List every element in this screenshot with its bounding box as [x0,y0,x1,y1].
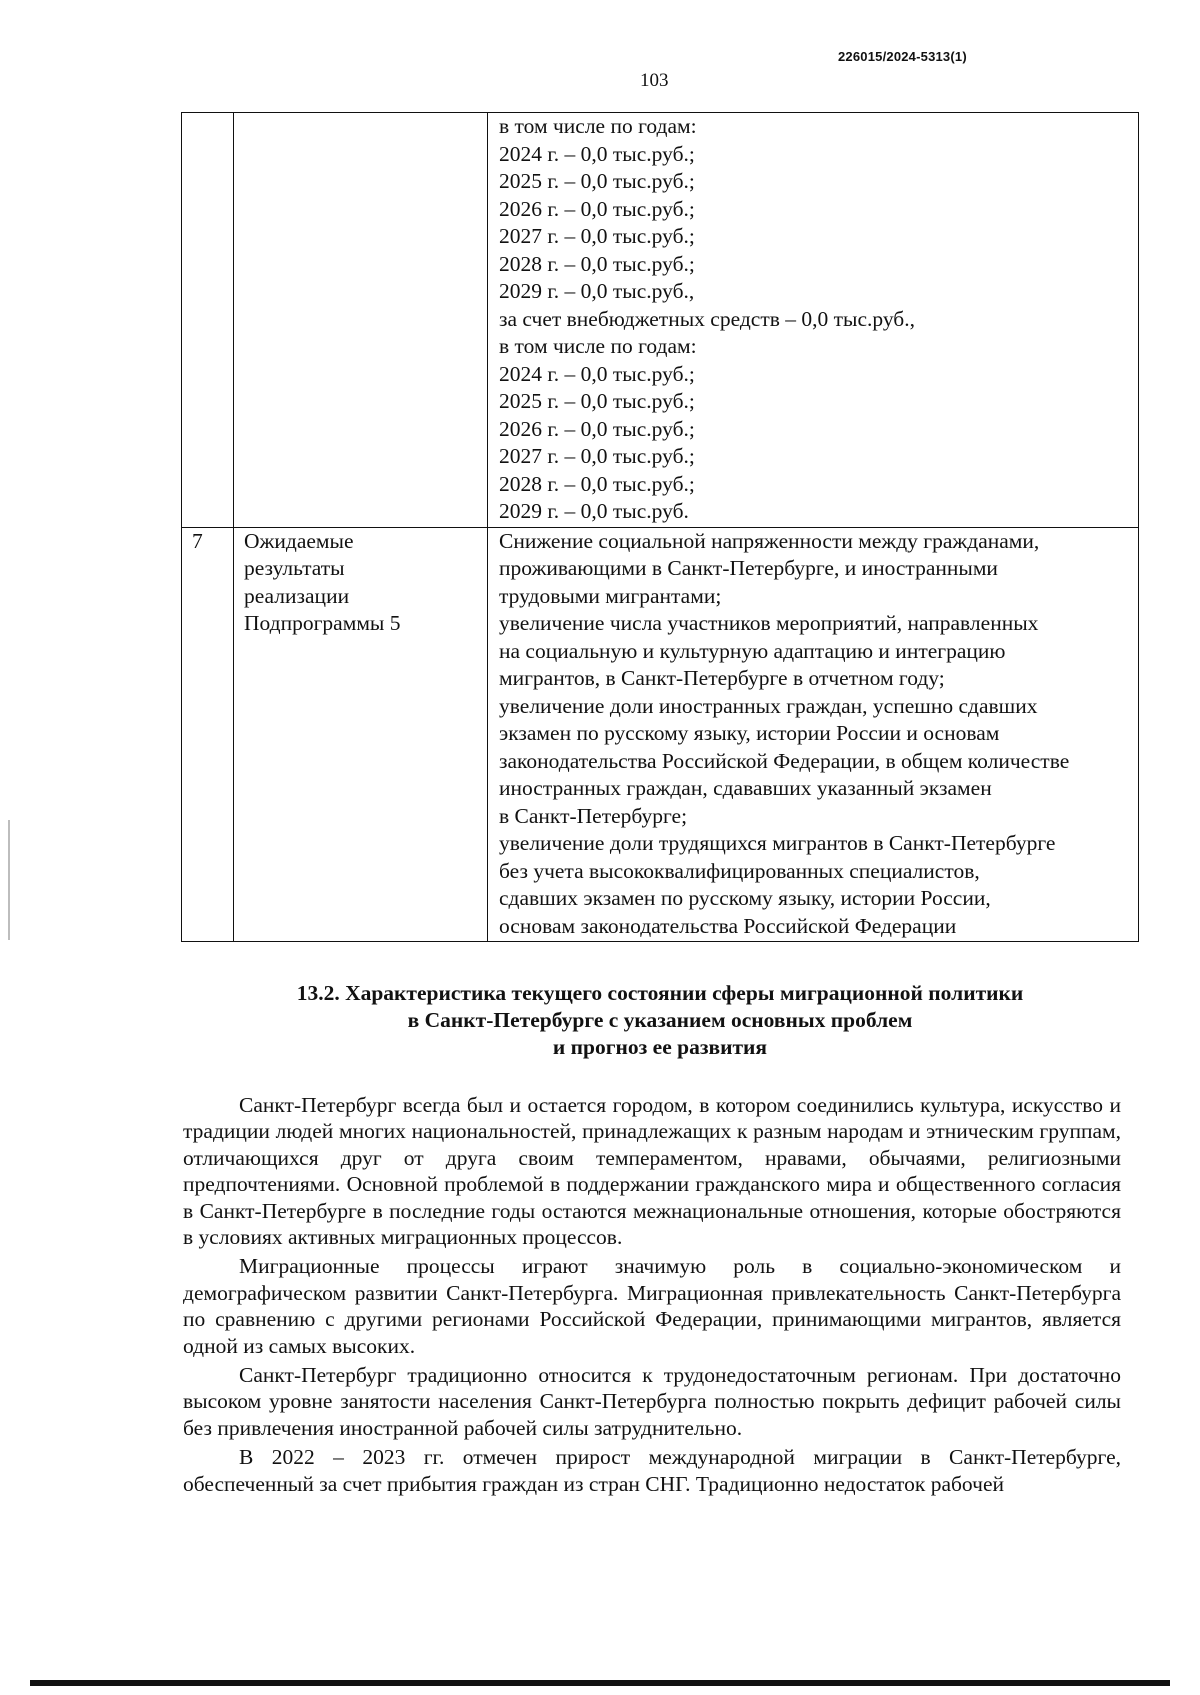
table-row [182,113,1139,528]
section-heading [181,980,1139,1061]
passport-table [181,112,1139,942]
value-line: увеличение числа участников мероприятий, направленных [499,611,1039,635]
value-line: за счет внебюджетных средств – 0,0 тыс.руб., [499,306,915,331]
value-line: на социальную и культурную адаптацию и интеграцию [499,638,1006,663]
page-number: 103 [640,70,669,91]
row-name-cell [234,527,488,942]
name-line: Ожидаемые [244,528,354,553]
value-line: мигрантов, в Санкт-Петербурге в отчетном году; [499,666,945,690]
value-line: 2025 г. – 0,0 тыс.руб.; [499,169,695,193]
value-line: увеличение доли трудящихся мигрантов в Санкт-Петербурге [499,831,1056,855]
row-number-cell: 7 [182,527,234,942]
value-line: 2024 г. – 0,0 тыс.руб.; [499,361,695,386]
value-line: экзамен по русскому языку, истории России и основам [499,721,1000,745]
value-line: 2027 г. – 0,0 тыс.руб.; [499,444,695,468]
row-name-cell [234,113,488,528]
value-line: 2026 г. – 0,0 тыс.руб.; [499,416,695,441]
value-line: законодательства Российской Федерации, в общем количестве [499,748,1070,773]
paragraph: Миграционные процессы играют значимую роль в социально-экономическом и демографическом развитии Санкт-Петербурга. Миграционная привлекательность Санкт-Петербурга по сравнению с другими регионами Российской Федерации, принимающими мигрантов, является одной из самых высоких. [183,1254,1121,1358]
value-line: Снижение социальной напряженности между гражданами, [499,528,1040,553]
value-line: 2027 г. – 0,0 тыс.руб.; [499,224,695,248]
row-value-cell [488,113,1139,528]
name-line: реализации [244,583,350,608]
name-line: Подпрограммы 5 [244,611,401,635]
value-line: 2026 г. – 0,0 тыс.руб.; [499,196,695,221]
value-line: основам законодательства Российской Федерации [499,913,957,938]
heading-line: в Санкт-Петербурге с указанием основных проблем [407,1008,913,1032]
table-row [182,527,1139,942]
value-line: сдавших экзамен по русскому языку, истории России, [499,886,991,910]
row-value-cell [488,527,1139,942]
heading-line: 13.2. Характеристика текущего состоянии сферы миграционной политики [296,981,1024,1005]
value-line: 2029 г. – 0,0 тыс.руб. [499,499,689,523]
value-line: в Санкт-Петербурге; [499,803,688,828]
section-body [183,1092,1121,1500]
value-line: проживающими в Санкт-Петербурге, и иностранными [499,556,998,580]
name-line: результаты [244,556,345,580]
scan-artifact [8,820,10,940]
value-line: увеличение доли иностранных граждан, успешно сдавших [499,693,1038,718]
page-bottom-rule [30,1680,1170,1686]
value-line: в том числе по годам: [499,114,697,138]
value-line: 2025 г. – 0,0 тыс.руб.; [499,389,695,413]
value-line: в том числе по годам: [499,334,697,358]
value-line: 2029 г. – 0,0 тыс.руб., [499,279,695,303]
value-line: иностранных граждан, сдававших указанный экзамен [499,776,992,800]
value-line: без учета высококвалифицированных специалистов, [499,858,980,883]
paragraph: Санкт-Петербург традиционно относится к трудонедостаточным регионам. При достаточно высоком уровне занятости населения Санкт-Петербурга полностью покрыть дефицит рабочей силы без привлечения иностранной рабочей силы затруднительно. [183,1363,1121,1440]
value-line: 2024 г. – 0,0 тыс.руб.; [499,141,695,166]
paragraph: В 2022 – 2023 гг. отмечен прирост международной миграции в Санкт-Петербурге, обеспеченный за счет прибытия граждан из стран СНГ. Традиционно недостаток рабочей [183,1445,1121,1496]
document-id: 226015/2024-5313(1) [838,49,967,64]
value-line: 2028 г. – 0,0 тыс.руб.; [499,471,695,496]
row-number-cell [182,113,234,528]
value-line: трудовыми мигрантами; [499,583,722,608]
heading-line: и прогноз ее развития [552,1035,768,1059]
value-line: 2028 г. – 0,0 тыс.руб.; [499,251,695,276]
paragraph: Санкт-Петербург всегда был и остается городом, в котором соединились культура, искусство и традиции людей многих национальностей, принадлежащих к разным народам и этническим группам, отличающихся друг от друга своим темпераментом, нравами, обычаями, религиозными предпочтениями. Основной проблемой в поддержании гражданского мира и общественного согласия в Санкт-Петербурге в последние годы остаются межнациональные отношения, которые обостряются в условиях активных миграционных процессов. [183,1093,1121,1250]
